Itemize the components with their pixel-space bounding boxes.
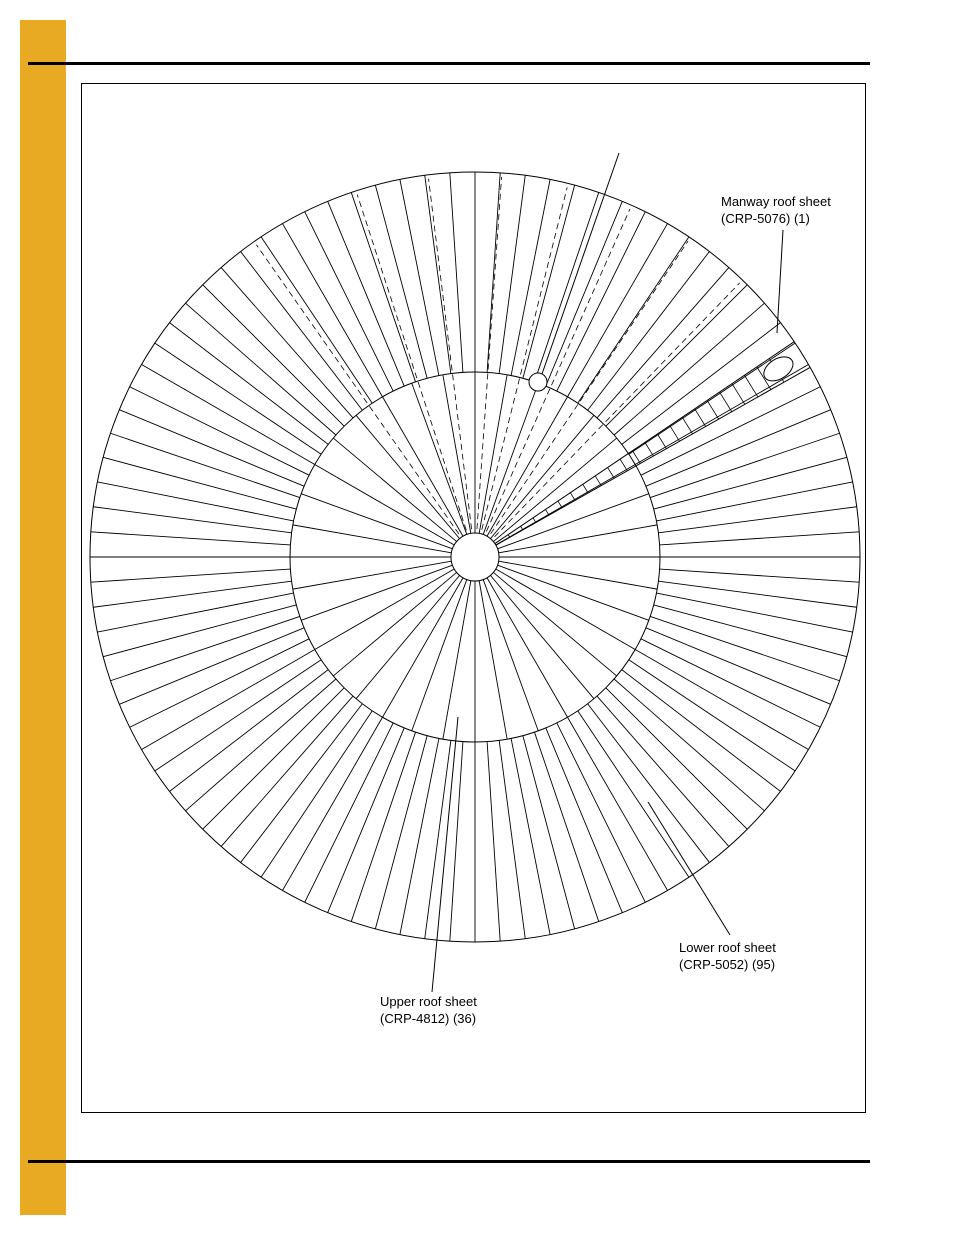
upper-callout-line1: Upper roof sheet [380, 994, 477, 1009]
lower-sheet-seam [578, 237, 689, 403]
lower-sheet-seam [221, 268, 353, 418]
lower-sheet-seam [400, 738, 439, 934]
manway-callout-line2: (CRP-5076) (1) [721, 211, 810, 226]
manway-tick [583, 484, 588, 493]
manway-tick [620, 459, 627, 471]
lower-sheet-seam [305, 723, 393, 902]
lower-sheet-seam [499, 740, 525, 938]
dashed-reference-line [494, 283, 739, 537]
manway-tick [558, 501, 562, 508]
upper-sheet-seam [490, 575, 593, 698]
upper-sheet-seam [490, 415, 593, 538]
lower-sheet-seam [656, 482, 852, 521]
upper-sheet-seam [333, 572, 456, 675]
lower-sheet-seam [523, 736, 575, 929]
lower-sheet-seam [91, 532, 291, 545]
upper-sheet-seam [293, 561, 452, 589]
lower-sheet-seam [646, 628, 831, 705]
lower-sheet-seam [261, 711, 372, 877]
lower-sheet-seam [119, 410, 304, 487]
upper-sheet-seam [479, 581, 507, 740]
upper-sheet-seam [479, 375, 507, 534]
lower-sheet-seam [375, 185, 427, 378]
lower-sheet-seam [614, 303, 764, 435]
lower-sheet-seam [629, 660, 795, 771]
upper-sheet-seam [301, 494, 452, 549]
detail-circle [529, 373, 547, 391]
lower-sheet-seam [221, 696, 353, 846]
lower-sheet-seam [650, 433, 839, 497]
lower-sheet-seam [511, 738, 550, 934]
leader-line [777, 230, 783, 333]
lower-sheet-seam [425, 740, 451, 938]
upper-sheet-seam [383, 578, 464, 717]
lower-sheet-seam [523, 185, 575, 378]
manway-tick [732, 384, 745, 405]
lower-sheet-seam [203, 285, 344, 426]
lower-sheet-seam [511, 179, 550, 375]
lower-callout [679, 939, 776, 973]
lower-sheet-seam [203, 688, 344, 829]
upper-sheet-seam [412, 580, 467, 731]
lower-sheet-seam [534, 732, 598, 921]
upper-sheet-seam [301, 565, 452, 620]
dashed-reference-line [486, 209, 630, 531]
lower-sheet-seam [97, 593, 293, 632]
upper-sheet-seam [493, 438, 616, 541]
lower-sheet-seam [660, 532, 860, 545]
manway-tick [707, 400, 719, 419]
manway-tick [720, 392, 732, 412]
lower-sheet-seam [557, 212, 645, 391]
lower-sheet-seam [328, 201, 405, 386]
upper-sheet-seam [443, 375, 471, 534]
manway-tick [645, 442, 653, 456]
manway-tick [570, 493, 575, 501]
upper-sheet-seam [333, 438, 456, 541]
lower-sheet-seam [110, 433, 299, 497]
manway-tick [521, 526, 523, 530]
lower-sheet-seam [450, 173, 463, 373]
lower-sheet-seam [597, 696, 729, 846]
lower-sheet-seam [91, 569, 291, 582]
lower-sheet-seam [487, 742, 500, 942]
upper-sheet-seam [443, 581, 471, 740]
lower-sheet-seam [654, 605, 847, 657]
manway-tick [533, 518, 536, 523]
lower-sheet-seam [130, 639, 309, 727]
upper-sheet-seam [487, 397, 568, 536]
lower-sheet-seam [155, 660, 321, 771]
lower-sheet-seam [660, 569, 860, 582]
lower-sheet-seam [487, 173, 500, 373]
lower-sheet-seam [351, 192, 415, 381]
manway-callout [721, 193, 831, 227]
upper-sheet-seam [483, 383, 538, 534]
manway-tick [657, 434, 666, 449]
lower-sheet-seam [650, 616, 839, 680]
lower-callout-line2: (CRP-5052) (95) [679, 957, 776, 972]
manway-tick [744, 375, 757, 397]
dashed-reference-line [482, 187, 567, 530]
lower-sheet-seam [606, 285, 747, 426]
lower-sheet-seam [130, 387, 309, 475]
lower-sheet-seam [375, 736, 427, 929]
manway-tick [695, 409, 706, 427]
lower-sheet-seam [546, 201, 623, 386]
upper-sheet-seam [483, 580, 538, 731]
lower-sheet-seam [578, 711, 689, 877]
lower-sheet-seam [654, 457, 847, 509]
lower-sheet-seam [658, 581, 856, 607]
dashed-reference-line [256, 245, 458, 534]
leader-line [648, 802, 730, 935]
upper-sheet-seam [499, 561, 658, 589]
lower-sheet-seam [450, 742, 463, 942]
manway-tick [545, 509, 549, 515]
lower-sheet-seam [97, 482, 293, 521]
lower-sheet-seam [646, 410, 831, 487]
lower-sheet-seam [499, 175, 525, 373]
lower-sheet-seam [656, 593, 852, 632]
lower-sheet-seam [186, 679, 336, 811]
upper-sheet-seam [487, 578, 568, 717]
upper-callout-line2: (CRP-4812) (36) [380, 1011, 477, 1026]
lower-sheet-seam [425, 175, 451, 373]
lower-sheet-seam [103, 605, 296, 657]
upper-sheet-seam [293, 525, 452, 553]
dashed-reference-line [491, 241, 688, 534]
lower-sheet-seam [641, 639, 820, 727]
lower-sheet-seam [93, 507, 291, 533]
upper-sheet-seam [356, 575, 459, 698]
upper-sheet-seam [412, 383, 467, 534]
dashed-reference-line [357, 195, 466, 531]
lower-sheet-seam [658, 507, 856, 533]
lower-sheet-seam [305, 212, 393, 391]
upper-sheet-seam [496, 569, 635, 650]
manway-tick [670, 426, 680, 442]
upper-sheet-seam [356, 415, 459, 538]
lower-sheet-seam [351, 732, 415, 921]
upper-sheet-seam [315, 465, 454, 546]
lower-sheet-seam [110, 616, 299, 680]
lower-sheet-seam [606, 688, 747, 829]
lower-sheet-seam [103, 457, 296, 509]
manway-edge [495, 342, 794, 544]
manway-tick [608, 468, 615, 479]
upper-sheet-seam [315, 569, 454, 650]
lower-sheet-seam [261, 237, 372, 403]
lower-sheet-seam [119, 628, 304, 705]
manway-tick [595, 476, 601, 486]
lower-callout-line1: Lower roof sheet [679, 940, 776, 955]
dashed-reference-lines [256, 177, 739, 537]
lower-sheet-seam [400, 179, 439, 375]
lower-sheet-seam [641, 387, 820, 475]
upper-sheet-seam [383, 397, 464, 536]
lower-sheet-seam [155, 343, 321, 454]
upper-sheet-seam [493, 572, 616, 675]
lower-sheet-seam [93, 581, 291, 607]
manway-tick [682, 417, 692, 434]
lower-sheet-seam [546, 728, 623, 913]
upper-callout [380, 993, 477, 1027]
lower-sheet-seam [614, 679, 764, 811]
lower-sheet-seam [597, 268, 729, 418]
lower-sheet-seam [186, 303, 336, 435]
lower-sheet-seam [534, 192, 598, 381]
manway-callout-line1: Manway roof sheet [721, 194, 831, 209]
lower-sheet-seam [557, 723, 645, 902]
lower-sheet-seam [328, 728, 405, 913]
center-hub [451, 533, 499, 581]
upper-sheet-seam [498, 565, 649, 620]
